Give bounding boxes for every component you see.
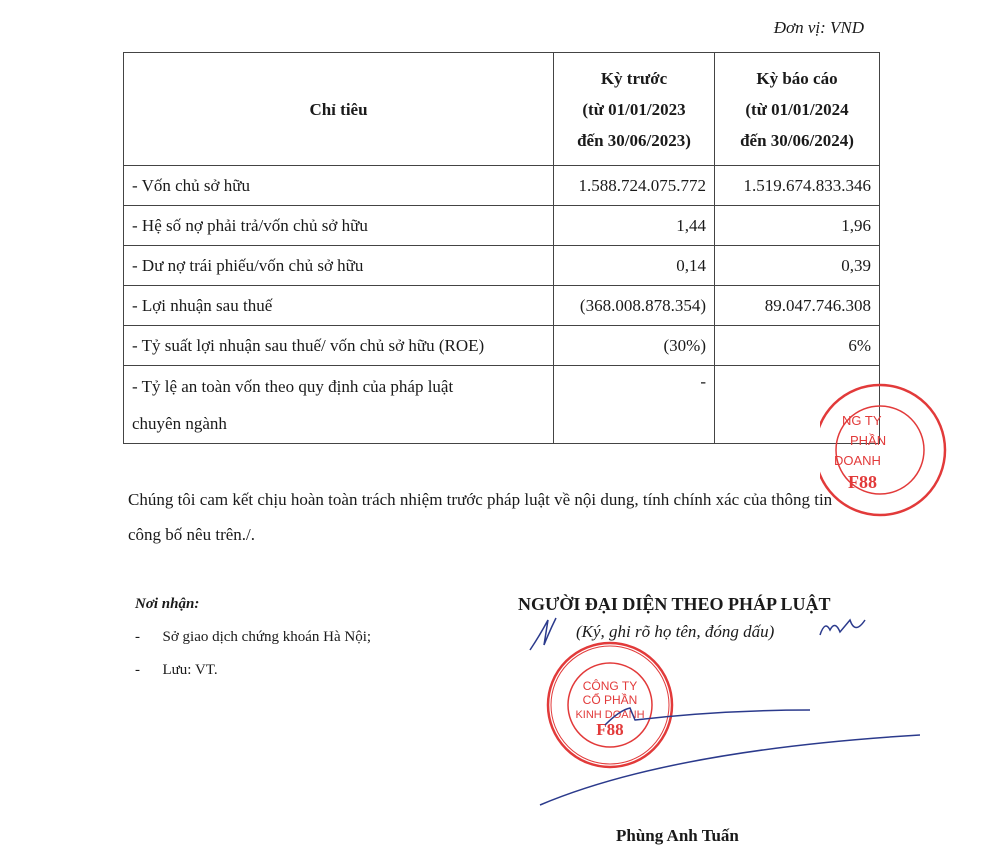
svg-text:CÔNG TY: CÔNG TY: [582, 679, 638, 693]
recipient-item: - Lưu: VT.: [135, 662, 218, 678]
commitment-text: Chúng tôi cam kết chịu hoàn toàn trách nhiệm trước pháp luật về nội dung, tính chính xác của thông tin công bố nêu trên./.: [128, 490, 833, 544]
table-row: [124, 286, 880, 326]
row-prev: 0,14: [554, 246, 715, 286]
row-prev: 1.588.724.075.772: [554, 166, 715, 206]
recipients-title: Nơi nhận:: [135, 596, 200, 612]
header-line: Kỳ trước: [600, 68, 668, 88]
row-prev: -: [554, 366, 715, 444]
row-label: - Lợi nhuận sau thuế: [124, 286, 554, 326]
header-line: Kỳ báo cáo: [756, 68, 838, 88]
row-curr: 1.519.674.833.346: [715, 166, 880, 206]
header-line: (từ 01/01/2024: [745, 99, 849, 119]
table-row: [124, 246, 880, 286]
row-prev: 1,44: [554, 206, 715, 246]
recipients: [135, 596, 371, 679]
table-row: [124, 366, 880, 444]
signer-name: Phùng Anh Tuấn: [616, 826, 739, 845]
header-line: (từ 01/01/2023: [582, 99, 686, 119]
row-label: - Tỷ suất lợi nhuận sau thuế/ vốn chủ sở hữu (ROE): [124, 326, 554, 366]
label-line: chuyên ngành: [132, 413, 227, 433]
svg-text:PHẦN: PHẦN: [850, 433, 887, 448]
svg-text:F88: F88: [596, 720, 624, 739]
svg-text:NG TY: NG TY: [842, 413, 882, 428]
signature-ink-icon: [520, 610, 920, 810]
svg-text:DOANH: DOANH: [834, 453, 881, 468]
row-label: - Dư nợ trái phiếu/vốn chủ sở hữu: [124, 246, 554, 286]
svg-text:KINH DOANH: KINH DOANH: [575, 709, 645, 721]
svg-text:F88: F88: [848, 472, 877, 492]
table-row: [124, 206, 880, 246]
row-label: [124, 366, 554, 444]
row-label: - Hệ số nợ phải trả/vốn chủ sở hữu: [124, 206, 554, 246]
header-indicator: Chỉ tiêu: [124, 53, 554, 166]
table-header: [124, 53, 880, 166]
header-line: đến 30/06/2023): [577, 130, 691, 150]
recipient-text: Sở giao dịch chứng khoán Hà Nội;: [162, 629, 372, 645]
unit-label: Đơn vị: VND: [773, 18, 864, 37]
row-curr: 0,39: [715, 246, 880, 286]
signature-title: NGƯỜI ĐẠI DIỆN THEO PHÁP LUẬT: [518, 594, 831, 614]
recipient-text: Lưu: VT.: [162, 662, 218, 678]
row-prev: (30%): [554, 326, 715, 366]
financial-table: [123, 52, 880, 444]
svg-text:CỔ PHẦN: CỔ PHẦN: [582, 693, 638, 707]
header-prev: [554, 53, 715, 166]
row-curr: 6%: [715, 326, 880, 366]
table-row: [124, 326, 880, 366]
row-curr: 1,96: [715, 206, 880, 246]
header-curr: [715, 53, 880, 166]
row-curr: 89.047.746.308: [715, 286, 880, 326]
seal-stamp-icon: [820, 360, 950, 540]
table-row: [124, 166, 880, 206]
row-prev: (368.008.878.354): [554, 286, 715, 326]
recipient-item: - Sở giao dịch chứng khoán Hà Nội;: [135, 629, 372, 645]
row-label: - Vốn chủ sở hữu: [124, 166, 554, 206]
signature-note: (Ký, ghi rõ họ tên, đóng dấu): [576, 622, 775, 641]
label-line: - Tỷ lệ an toàn vốn theo quy định của pháp luật: [132, 376, 454, 396]
header-line: đến 30/06/2024): [740, 130, 854, 150]
